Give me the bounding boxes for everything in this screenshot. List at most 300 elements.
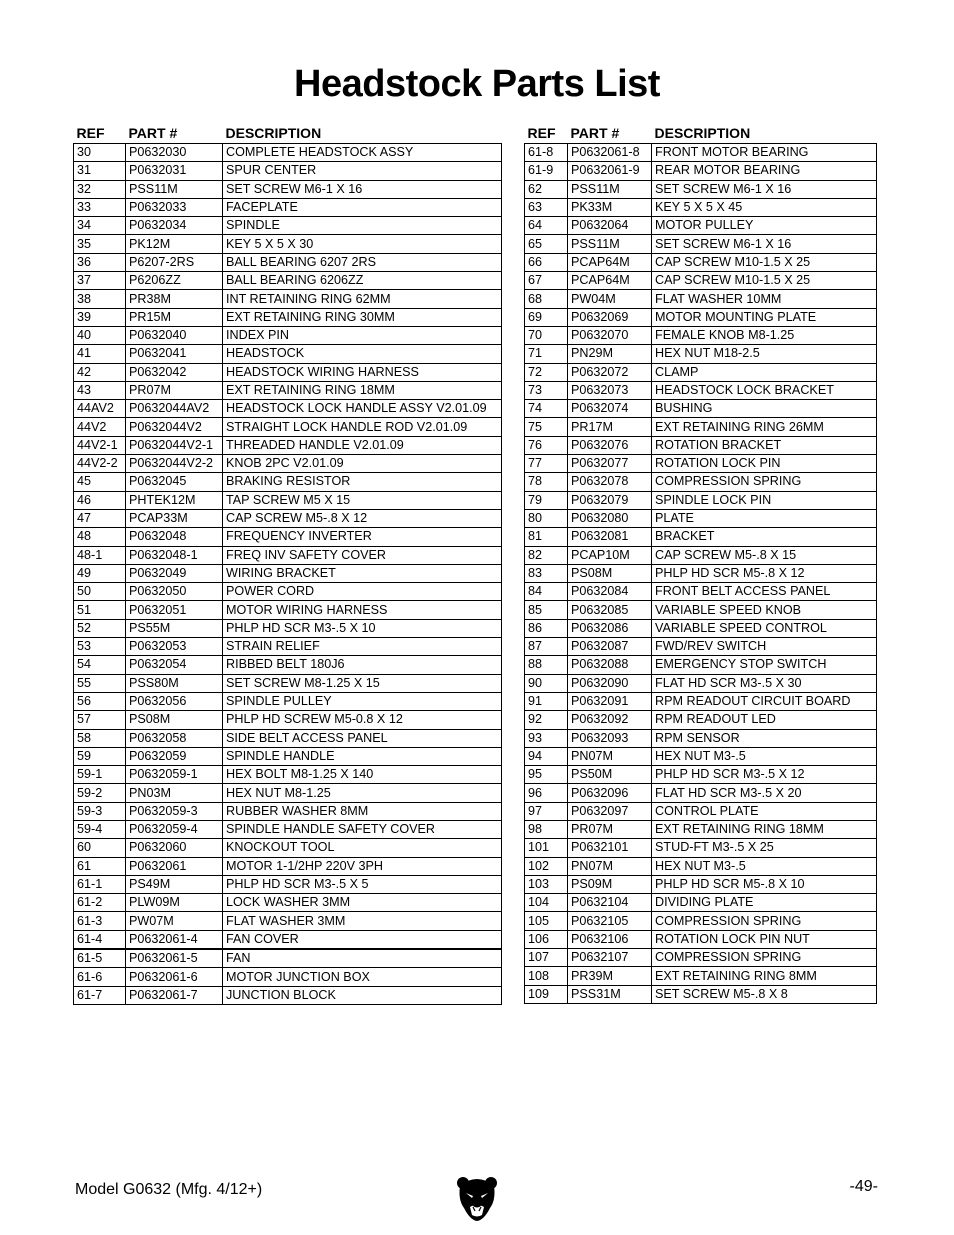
- description-cell: FREQ INV SAFETY COVER: [223, 546, 502, 564]
- table-row: [74, 875, 502, 893]
- ref-cell: 64: [525, 217, 568, 235]
- description-cell: LOCK WASHER 3MM: [223, 894, 502, 912]
- description-cell: CAP SCREW M10-1.5 X 25: [652, 253, 877, 271]
- description-cell: SET SCREW M8-1.25 X 15: [223, 674, 502, 692]
- table-row: [74, 546, 502, 564]
- description-cell: SPINDLE HANDLE SAFETY COVER: [223, 820, 502, 838]
- table-row: [74, 857, 502, 875]
- description-cell: STRAIN RELIEF: [223, 638, 502, 656]
- description-cell: FRONT MOTOR BEARING: [652, 144, 877, 162]
- footer-model-label: Model G0632 (Mfg. 4/12+): [75, 1181, 263, 1198]
- ref-cell: 88: [525, 656, 568, 674]
- ref-cell: 76: [525, 436, 568, 454]
- table-row: [525, 418, 877, 436]
- description-cell: EXT RETAINING RING 18MM: [652, 820, 877, 838]
- ref-cell: 84: [525, 583, 568, 601]
- part-number-cell: PK33M: [568, 198, 652, 216]
- table-row: [525, 656, 877, 674]
- description-cell: PHLP HD SCR M3-.5 X 5: [223, 875, 502, 893]
- ref-cell: 44V2-1: [74, 436, 126, 454]
- ref-cell: 53: [74, 638, 126, 656]
- description-cell: MOTOR PULLEY: [652, 217, 877, 235]
- table-row: [74, 747, 502, 765]
- table-row: [74, 912, 502, 930]
- part-number-cell: PS50M: [568, 766, 652, 784]
- part-number-cell: P0632088: [568, 656, 652, 674]
- table-row: [525, 546, 877, 564]
- ref-cell: 80: [525, 509, 568, 527]
- table-row: [74, 674, 502, 692]
- description-cell: EXT RETAINING RING 8MM: [652, 967, 877, 985]
- part-number-cell: P6207-2RS: [126, 253, 223, 271]
- table-row: [74, 894, 502, 912]
- description-cell: BRACKET: [652, 528, 877, 546]
- description-cell: HEADSTOCK: [223, 345, 502, 363]
- description-cell: SPINDLE HANDLE: [223, 747, 502, 765]
- table-row: [74, 949, 502, 968]
- table-row: [74, 638, 502, 656]
- description-cell: FLAT HD SCR M3-.5 X 20: [652, 784, 877, 802]
- description-cell: POWER CORD: [223, 583, 502, 601]
- description-cell: HEADSTOCK WIRING HARNESS: [223, 363, 502, 381]
- description-cell: ROTATION BRACKET: [652, 436, 877, 454]
- description-cell: FACEPLATE: [223, 198, 502, 216]
- ref-cell: 61-7: [74, 986, 126, 1004]
- ref-cell: 48: [74, 528, 126, 546]
- description-cell: HEX BOLT M8-1.25 X 140: [223, 766, 502, 784]
- ref-cell: 107: [525, 949, 568, 967]
- part-number-cell: P0632058: [126, 729, 223, 747]
- parts-table-right: [524, 120, 877, 1004]
- ref-cell: 70: [525, 326, 568, 344]
- description-cell: ROTATION LOCK PIN NUT: [652, 930, 877, 948]
- description-cell: MOTOR 1-1/2HP 220V 3PH: [223, 857, 502, 875]
- table-row: [74, 290, 502, 308]
- table-row: [525, 930, 877, 948]
- table-row: [525, 363, 877, 381]
- ref-column-header: REF: [76, 125, 105, 141]
- table-row: [74, 363, 502, 381]
- table-row: [74, 473, 502, 491]
- part-number-cell: PS49M: [126, 875, 223, 893]
- description-cell: COMPRESSION SPRING: [652, 912, 877, 930]
- description-cell: FAN: [223, 949, 502, 968]
- table-row: [74, 564, 502, 582]
- description-cell: CAP SCREW M5-.8 X 12: [223, 509, 502, 527]
- ref-cell: 44AV2: [74, 400, 126, 418]
- description-cell: COMPRESSION SPRING: [652, 949, 877, 967]
- table-row: [74, 656, 502, 674]
- part-number-cell: P0632041: [126, 345, 223, 363]
- part-number-cell: PW07M: [126, 912, 223, 930]
- table-row: [74, 162, 502, 180]
- ref-cell: 79: [525, 491, 568, 509]
- ref-cell: 59-1: [74, 766, 126, 784]
- ref-cell: 59-3: [74, 802, 126, 820]
- description-cell: PLATE: [652, 509, 877, 527]
- ref-cell: 103: [525, 875, 568, 893]
- table-row: [74, 418, 502, 436]
- table-row: [525, 766, 877, 784]
- ref-cell: 96: [525, 784, 568, 802]
- table-row: [525, 839, 877, 857]
- ref-cell: 67: [525, 272, 568, 290]
- table-row: [525, 345, 877, 363]
- part-number-cell: P0632061-6: [126, 968, 223, 986]
- table-row: [74, 345, 502, 363]
- part-number-cell: P0632097: [568, 802, 652, 820]
- ref-cell: 82: [525, 546, 568, 564]
- description-cell: DIVIDING PLATE: [652, 894, 877, 912]
- part-number-cell: P0632048: [126, 528, 223, 546]
- ref-cell: 51: [74, 601, 126, 619]
- part-column-header: PART #: [128, 125, 178, 141]
- description-cell: KEY 5 X 5 X 30: [223, 235, 502, 253]
- ref-cell: 55: [74, 674, 126, 692]
- table-row: [74, 729, 502, 747]
- ref-cell: 48-1: [74, 546, 126, 564]
- table-row: [525, 509, 877, 527]
- part-number-cell: P0632101: [568, 839, 652, 857]
- table-row: [74, 455, 502, 473]
- page-title: Headstock Parts List: [294, 63, 660, 105]
- table-row: [525, 820, 877, 838]
- description-cell: CLAMP: [652, 363, 877, 381]
- part-number-cell: P0632080: [568, 509, 652, 527]
- ref-cell: 106: [525, 930, 568, 948]
- table-row: [74, 180, 502, 198]
- ref-cell: 68: [525, 290, 568, 308]
- table-row: [525, 692, 877, 710]
- table-row: [525, 985, 877, 1003]
- part-number-cell: P0632077: [568, 455, 652, 473]
- description-cell: HEX NUT M3-.5: [652, 857, 877, 875]
- table-row: [74, 986, 502, 1004]
- part-number-cell: PN29M: [568, 345, 652, 363]
- table-header-row: [74, 120, 502, 144]
- ref-cell: 59: [74, 747, 126, 765]
- ref-cell: 104: [525, 894, 568, 912]
- description-cell: HEX NUT M18-2.5: [652, 345, 877, 363]
- ref-cell: 50: [74, 583, 126, 601]
- ref-cell: 61-6: [74, 968, 126, 986]
- part-number-cell: PR07M: [126, 381, 223, 399]
- ref-cell: 61: [74, 857, 126, 875]
- part-number-cell: P0632044V2-1: [126, 436, 223, 454]
- table-row: [74, 253, 502, 271]
- part-number-cell: P0632031: [126, 162, 223, 180]
- parts-table-left-body: [74, 144, 502, 1005]
- table-row: [525, 711, 877, 729]
- ref-cell: 105: [525, 912, 568, 930]
- ref-cell: 30: [74, 144, 126, 162]
- ref-cell: 101: [525, 839, 568, 857]
- table-row: [525, 455, 877, 473]
- ref-cell: 34: [74, 217, 126, 235]
- part-number-cell: P0632076: [568, 436, 652, 454]
- part-number-cell: P0632059-1: [126, 766, 223, 784]
- part-number-cell: P0632044V2-2: [126, 455, 223, 473]
- table-row: [525, 619, 877, 637]
- description-cell: VARIABLE SPEED CONTROL: [652, 619, 877, 637]
- ref-cell: 81: [525, 528, 568, 546]
- page-number: -49-: [849, 1178, 878, 1195]
- part-number-cell: PCAP33M: [126, 509, 223, 527]
- part-number-cell: P0632059-4: [126, 820, 223, 838]
- part-number-cell: P0632074: [568, 400, 652, 418]
- description-cell: RIBBED BELT 180J6: [223, 656, 502, 674]
- ref-cell: 109: [525, 985, 568, 1003]
- table-row: [74, 144, 502, 162]
- description-cell: BALL BEARING 6207 2RS: [223, 253, 502, 271]
- part-number-cell: P0632061-4: [126, 930, 223, 949]
- part-number-cell: PR38M: [126, 290, 223, 308]
- description-cell: PHLP HD SCREW M5-0.8 X 12: [223, 711, 502, 729]
- ref-cell: 41: [74, 345, 126, 363]
- table-row: [74, 619, 502, 637]
- ref-cell: 61-1: [74, 875, 126, 893]
- table-row: [525, 400, 877, 418]
- table-row: [74, 198, 502, 216]
- description-cell: SET SCREW M6-1 X 16: [652, 235, 877, 253]
- description-cell: ROTATION LOCK PIN: [652, 455, 877, 473]
- ref-cell: 32: [74, 180, 126, 198]
- table-row: [74, 509, 502, 527]
- description-cell: SPINDLE PULLEY: [223, 692, 502, 710]
- description-cell: EXT RETAINING RING 26MM: [652, 418, 877, 436]
- description-cell: SIDE BELT ACCESS PANEL: [223, 729, 502, 747]
- part-number-cell: P0632053: [126, 638, 223, 656]
- part-number-cell: PHTEK12M: [126, 491, 223, 509]
- part-number-cell: PS09M: [568, 875, 652, 893]
- table-row: [74, 766, 502, 784]
- part-number-cell: PN03M: [126, 784, 223, 802]
- description-cell: RPM SENSOR: [652, 729, 877, 747]
- table-row: [74, 308, 502, 326]
- part-number-cell: PS08M: [126, 711, 223, 729]
- description-cell: BALL BEARING 6206ZZ: [223, 272, 502, 290]
- part-number-cell: P0632056: [126, 692, 223, 710]
- description-cell: CAP SCREW M5-.8 X 15: [652, 546, 877, 564]
- table-row: [74, 784, 502, 802]
- description-cell: EMERGENCY STOP SWITCH: [652, 656, 877, 674]
- ref-cell: 92: [525, 711, 568, 729]
- table-row: [525, 272, 877, 290]
- ref-cell: 95: [525, 766, 568, 784]
- description-cell: CONTROL PLATE: [652, 802, 877, 820]
- description-cell: PHLP HD SCR M5-.8 X 12: [652, 564, 877, 582]
- part-number-cell: P0632061-5: [126, 949, 223, 968]
- part-number-cell: P0632061-9: [568, 162, 652, 180]
- table-row: [74, 601, 502, 619]
- description-cell: PHLP HD SCR M3-.5 X 12: [652, 766, 877, 784]
- description-cell: FEMALE KNOB M8-1.25: [652, 326, 877, 344]
- ref-cell: 52: [74, 619, 126, 637]
- bear-head-logo-icon: [456, 1176, 498, 1222]
- table-row: [525, 564, 877, 582]
- description-cell: RPM READOUT CIRCUIT BOARD: [652, 692, 877, 710]
- description-cell: COMPLETE HEADSTOCK ASSY: [223, 144, 502, 162]
- table-row: [525, 162, 877, 180]
- table-row: [525, 491, 877, 509]
- table-row: [525, 381, 877, 399]
- description-cell: MOTOR MOUNTING PLATE: [652, 308, 877, 326]
- ref-cell: 91: [525, 692, 568, 710]
- part-number-cell: P0632106: [568, 930, 652, 948]
- part-number-cell: P0632049: [126, 564, 223, 582]
- table-row: [74, 839, 502, 857]
- ref-cell: 42: [74, 363, 126, 381]
- description-cell: WIRING BRACKET: [223, 564, 502, 582]
- description-cell: BRAKING RESISTOR: [223, 473, 502, 491]
- table-row: [525, 217, 877, 235]
- table-row: [525, 747, 877, 765]
- ref-cell: 74: [525, 400, 568, 418]
- description-cell: RUBBER WASHER 8MM: [223, 802, 502, 820]
- description-cell: SET SCREW M5-.8 X 8: [652, 985, 877, 1003]
- description-cell: SPUR CENTER: [223, 162, 502, 180]
- part-number-cell: PR39M: [568, 967, 652, 985]
- description-cell: INDEX PIN: [223, 326, 502, 344]
- part-number-cell: P0632050: [126, 583, 223, 601]
- part-number-cell: P0632072: [568, 363, 652, 381]
- parts-table-left: [73, 120, 502, 1005]
- table-row: [74, 711, 502, 729]
- ref-cell: 59-4: [74, 820, 126, 838]
- table-row: [525, 601, 877, 619]
- ref-cell: 71: [525, 345, 568, 363]
- table-row: [74, 820, 502, 838]
- part-number-cell: P0632085: [568, 601, 652, 619]
- table-row: [525, 729, 877, 747]
- ref-cell: 87: [525, 638, 568, 656]
- ref-cell: 93: [525, 729, 568, 747]
- ref-cell: 44V2: [74, 418, 126, 436]
- table-row: [74, 235, 502, 253]
- table-row: [525, 674, 877, 692]
- table-row: [525, 894, 877, 912]
- description-column-header: DESCRIPTION: [654, 125, 751, 141]
- part-number-cell: PCAP64M: [568, 272, 652, 290]
- part-number-cell: P0632107: [568, 949, 652, 967]
- ref-cell: 83: [525, 564, 568, 582]
- description-cell: RPM READOUT LED: [652, 711, 877, 729]
- ref-cell: 31: [74, 162, 126, 180]
- description-cell: JUNCTION BLOCK: [223, 986, 502, 1004]
- ref-cell: 63: [525, 198, 568, 216]
- part-number-cell: P0632081: [568, 528, 652, 546]
- ref-cell: 33: [74, 198, 126, 216]
- description-cell: SET SCREW M6-1 X 16: [652, 180, 877, 198]
- ref-cell: 56: [74, 692, 126, 710]
- description-cell: FLAT WASHER 3MM: [223, 912, 502, 930]
- ref-cell: 108: [525, 967, 568, 985]
- table-row: [74, 491, 502, 509]
- description-column-header: DESCRIPTION: [225, 125, 322, 141]
- part-number-cell: PR07M: [568, 820, 652, 838]
- ref-cell: 61-5: [74, 949, 126, 968]
- part-number-cell: P0632090: [568, 674, 652, 692]
- table-row: [74, 528, 502, 546]
- table-header-row: [525, 120, 877, 144]
- description-cell: FAN COVER: [223, 930, 502, 949]
- table-row: [525, 235, 877, 253]
- ref-cell: 54: [74, 656, 126, 674]
- table-row: [74, 930, 502, 949]
- description-cell: SPINDLE: [223, 217, 502, 235]
- ref-cell: 46: [74, 491, 126, 509]
- part-number-cell: PS08M: [568, 564, 652, 582]
- description-cell: HEX NUT M8-1.25: [223, 784, 502, 802]
- ref-column-header: REF: [527, 125, 556, 141]
- part-number-cell: PS55M: [126, 619, 223, 637]
- table-row: [525, 638, 877, 656]
- description-cell: FLAT WASHER 10MM: [652, 290, 877, 308]
- table-row: [74, 968, 502, 986]
- description-cell: CAP SCREW M10-1.5 X 25: [652, 272, 877, 290]
- description-cell: HEADSTOCK LOCK HANDLE ASSY V2.01.09: [223, 400, 502, 418]
- table-row: [525, 290, 877, 308]
- description-cell: MOTOR WIRING HARNESS: [223, 601, 502, 619]
- part-number-cell: PR17M: [568, 418, 652, 436]
- ref-cell: 102: [525, 857, 568, 875]
- description-cell: FLAT HD SCR M3-.5 X 30: [652, 674, 877, 692]
- part-number-cell: PN07M: [568, 857, 652, 875]
- part-number-cell: P0632096: [568, 784, 652, 802]
- part-number-cell: P0632044V2: [126, 418, 223, 436]
- description-cell: REAR MOTOR BEARING: [652, 162, 877, 180]
- part-number-cell: P0632040: [126, 326, 223, 344]
- part-number-cell: PN07M: [568, 747, 652, 765]
- ref-cell: 61-4: [74, 930, 126, 949]
- description-cell: FREQUENCY INVERTER: [223, 528, 502, 546]
- description-cell: EXT RETAINING RING 18MM: [223, 381, 502, 399]
- part-number-cell: PCAP64M: [568, 253, 652, 271]
- ref-cell: 40: [74, 326, 126, 344]
- part-number-cell: P0632060: [126, 839, 223, 857]
- ref-cell: 86: [525, 619, 568, 637]
- description-cell: SPINDLE LOCK PIN: [652, 491, 877, 509]
- description-cell: PHLP HD SCR M5-.8 X 10: [652, 875, 877, 893]
- ref-cell: 72: [525, 363, 568, 381]
- part-number-cell: P0632064: [568, 217, 652, 235]
- table-row: [74, 400, 502, 418]
- ref-cell: 75: [525, 418, 568, 436]
- ref-cell: 61-8: [525, 144, 568, 162]
- table-row: [74, 436, 502, 454]
- table-row: [525, 473, 877, 491]
- table-row: [525, 784, 877, 802]
- part-number-cell: P0632104: [568, 894, 652, 912]
- ref-cell: 94: [525, 747, 568, 765]
- table-row: [525, 253, 877, 271]
- table-row: [525, 912, 877, 930]
- part-number-cell: P0632092: [568, 711, 652, 729]
- ref-cell: 85: [525, 601, 568, 619]
- ref-cell: 59-2: [74, 784, 126, 802]
- part-number-cell: P0632084: [568, 583, 652, 601]
- part-number-cell: P0632070: [568, 326, 652, 344]
- part-number-cell: P0632093: [568, 729, 652, 747]
- part-number-cell: P0632105: [568, 912, 652, 930]
- table-row: [525, 326, 877, 344]
- table-row: [525, 528, 877, 546]
- ref-cell: 65: [525, 235, 568, 253]
- ref-cell: 78: [525, 473, 568, 491]
- part-number-cell: P0632078: [568, 473, 652, 491]
- part-number-cell: PSS80M: [126, 674, 223, 692]
- part-number-cell: PW04M: [568, 290, 652, 308]
